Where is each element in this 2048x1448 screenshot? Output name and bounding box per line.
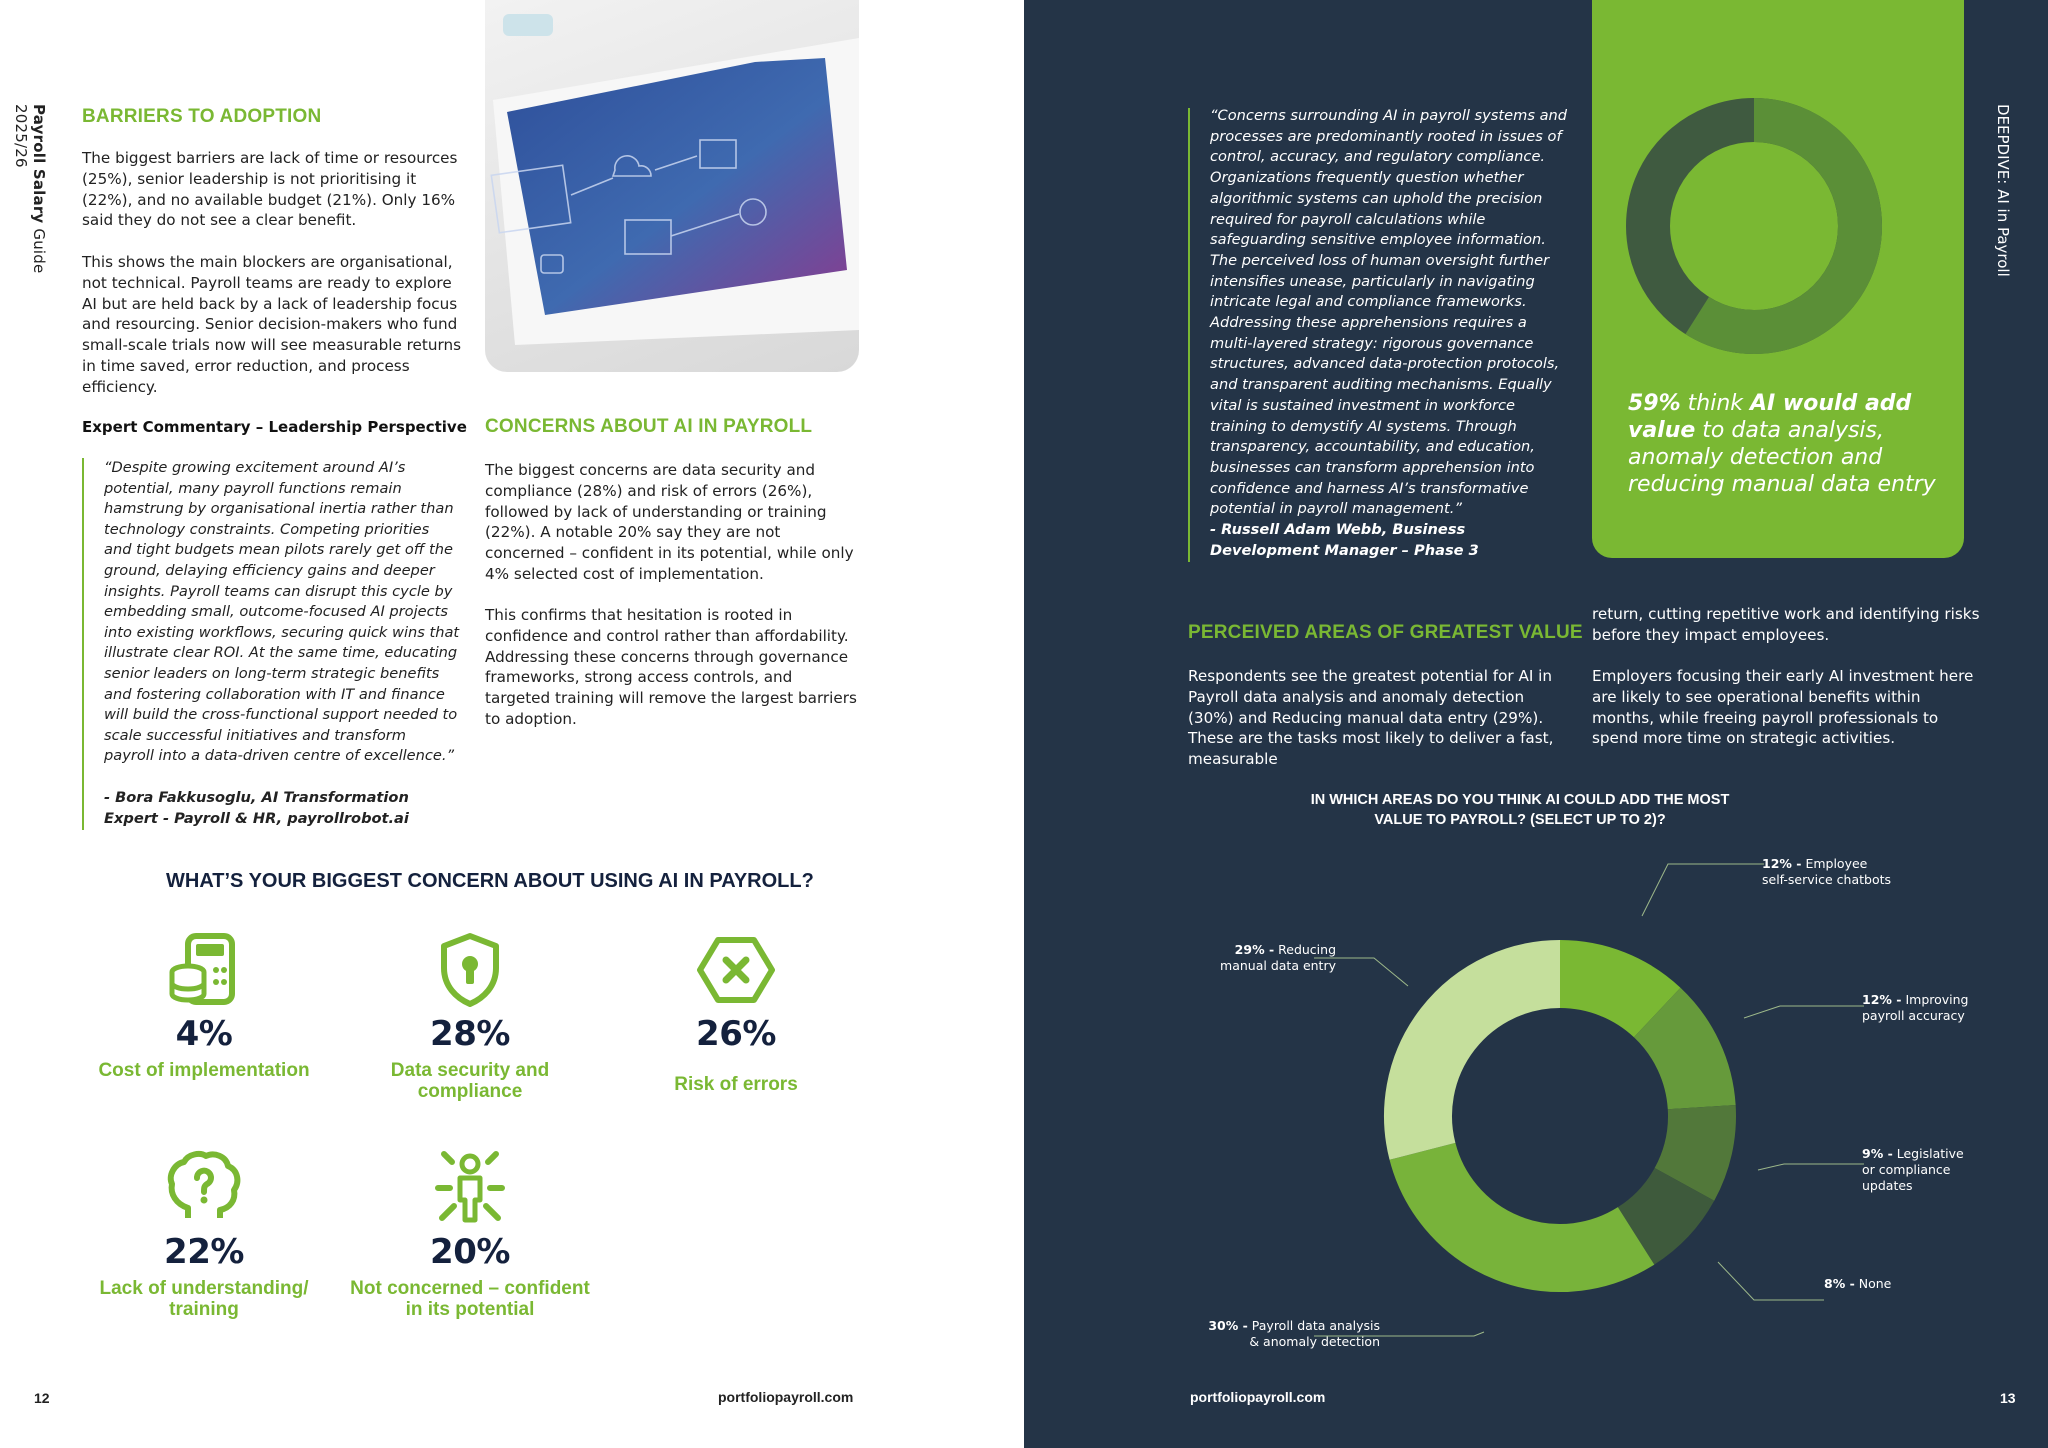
brain-question-icon [164,1148,244,1228]
concern-pct: 20% [430,1232,510,1272]
page-number: 12 [34,1390,50,1406]
value-donut-chart [1024,840,2048,1360]
donut-label-data-analysis: 30% - Payroll data analysis & anomaly detection [1208,1318,1380,1349]
concern-label: Risk of errors [674,1074,798,1095]
concern-label: Lack of understanding/ training [99,1278,309,1320]
page-number: 13 [2000,1390,2016,1406]
donut-slice-improving-payroll-accuracy [1657,1012,1702,1107]
donut-slice-employee-self-service-chatbots [1560,974,1657,1012]
hexagon-x-icon [696,930,776,1010]
barriers-para-2: This shows the main blockers are organisational, not technical. Payroll teams are ready to explore AI but are held back by a lack of leadership focus and resourcing. Senior decision-makers who fund small-scale trials now will see measurable returns in time saved, error reduction, and process efficiency. [82,253,461,396]
leader-line [1744,1006,1864,1018]
side-title: Payroll Salary Guide 2025/26 [12,104,48,274]
donut-label-accuracy: 12% - Improving payroll accuracy [1862,992,1969,1023]
donut-label-manual-entry: 29% - Reducing manual data entry [1220,942,1336,973]
concern-item-understanding [84,1148,324,1320]
right-page [1024,0,2048,1448]
concern-item-not-concerned [350,1148,590,1320]
concern-item-risk-errors [616,930,856,1095]
concern-label: Not concerned – confident in its potential [350,1278,590,1320]
calculator-coins-icon [164,930,244,1010]
concern-pct: 22% [164,1232,244,1272]
quote-bar [82,458,84,830]
donut-label-none: 8% - None [1824,1276,1892,1291]
donut-slice-none [1636,1184,1684,1235]
concern-pct: 4% [175,1014,233,1054]
expert-attribution: - Russell Adam Webb, Business Development Manager – Phase 3 [1210,521,1479,559]
perceived-para-3: Employers focusing their early AI investment here are likely to see operational benefits within months, while freeing payroll professionals to spend more time on strategic activities. [1592,667,1974,748]
footer-url[interactable]: portfoliopayroll.com [1190,1389,1326,1405]
perceived-heading: PERCEIVED AREAS OF GREATEST VALUE [1188,622,1583,643]
donut-slice-legislative-or-compliance-updates [1684,1107,1702,1184]
expert-attribution: - Bora Fakkusoglu, AI Transformation Expert - Payroll & HR, payrollrobot.ai [104,789,409,827]
expert-heading: Expert Commentary – Leadership Perspective [82,418,467,436]
leader-line [1758,1164,1864,1170]
concern-label: Cost of implementation [98,1060,310,1081]
donut-label-chatbots: 12% - Employee self-service chatbots [1762,856,1892,887]
stat-card-text: 59% think AI would add value to data analysis, anomaly detection and reducing manual data entry [1628,391,1936,497]
concern-chart-question: WHAT’S YOUR BIGGEST CONCERN ABOUT USING AI IN PAYROLL? [166,870,814,892]
tablet-photo [485,0,859,372]
perceived-para-2: return, cutting repetitive work and identifying risks before they impact employees. [1592,605,1980,644]
person-radiant-icon [430,1148,510,1228]
donut-chart-title: IN WHICH AREAS DO YOU THINK AI COULD ADD THE MOST VALUE TO PAYROLL? (SELECT UP TO 2)? [1310,792,1730,828]
ring-value-arc [1697,120,1860,332]
side-title: DEEPDIVE: AI in Payroll [1994,104,2012,277]
expert-quote: “Concerns surrounding AI in payroll systems and processes are predominantly rooted in issues of control, accuracy, and regulatory compliance. Organizations frequently question whether algorithmic systems can uphold the precision required for payroll calculations while safeguarding sensitive employee information. The perceived loss of human oversight further intensifies unease, particularly in navigating intricate legal and compliance frameworks. Addressing these apprehensions requires a multi-layered strategy: rigorous governance structures, advanced data-protection protocols, and transparent auditing mechanisms. Equally vital is sustained investment in workforce training to demystify AI systems. Through transparency, accountability, and education, businesses can transform apprehension into confidence and harness AI’s transformative potential in payroll management.” [1210,107,1568,518]
concerns-para-2: This confirms that hesitation is rooted in confidence and control rather than affordability. Addressing these concerns through governance frameworks, strong access controls, and targeted training will remove the largest barriers to adoption. [485,606,857,728]
donut-label-legislative: 9% - Legislative or compliance updates [1862,1146,1964,1193]
stat-ring-chart [1624,96,1884,356]
expert-quote: “Despite growing excitement around AI’s potential, many payroll functions remain hamstrung by organisational inertia rather than technology constraints. Competing priorities and tight budgets mean pilots rarely get off the ground, delaying efficiency gains and deeper insights. Payroll teams can disrupt this cycle by embedding small, outcome-focused AI projects into existing workflows, securing quick wins that illustrate clear ROI. At the same time, educating senior leaders on long-term strategic benefits and fostering collaboration with IT and finance will build the cross-functional support needed to scale successful initiatives and transform payroll into a data-driven centre of excellence.” [104,459,460,765]
tablet-illustration [485,0,859,372]
perceived-para-1: Respondents see the greatest potential for AI in Payroll data analysis and anomaly detection (30%) and Reducing manual data entry (29%). These are the tasks most likely to deliver a fast, measurable [1188,667,1554,769]
footer-url[interactable]: portfoliopayroll.com [718,1389,854,1405]
concern-item-data-security [350,930,590,1102]
concern-item-cost [84,930,324,1081]
donut-slice-reducing-manual-data-entry [1418,974,1560,1151]
shield-lock-icon [430,930,510,1010]
concern-pct: 26% [696,1014,776,1054]
donut-slice-payroll-data-analysis-anomaly-detection [1422,1151,1636,1258]
stat-card [1592,0,1964,558]
concerns-para-1: The biggest concerns are data security and compliance (28%) and risk of errors (26%), followed by lack of understanding or training (22%). A notable 20% say they are not concerned – confident in its potential, while only 4% selected cost of implementation. [485,461,854,583]
barriers-para-1: The biggest barriers are lack of time or resources (25%), senior leadership is not prioritising it (22%), and no available budget (21%). Only 16% said they do not see a clear benefit. [82,149,458,230]
concerns-heading: CONCERNS ABOUT AI IN PAYROLL [485,416,813,437]
barriers-heading: BARRIERS TO ADOPTION [82,106,322,127]
quote-bar [1188,108,1190,562]
leader-line [1718,1262,1824,1300]
concern-pct: 28% [430,1014,510,1054]
concern-label: Data security and compliance [390,1060,550,1102]
leader-line [1642,864,1764,916]
